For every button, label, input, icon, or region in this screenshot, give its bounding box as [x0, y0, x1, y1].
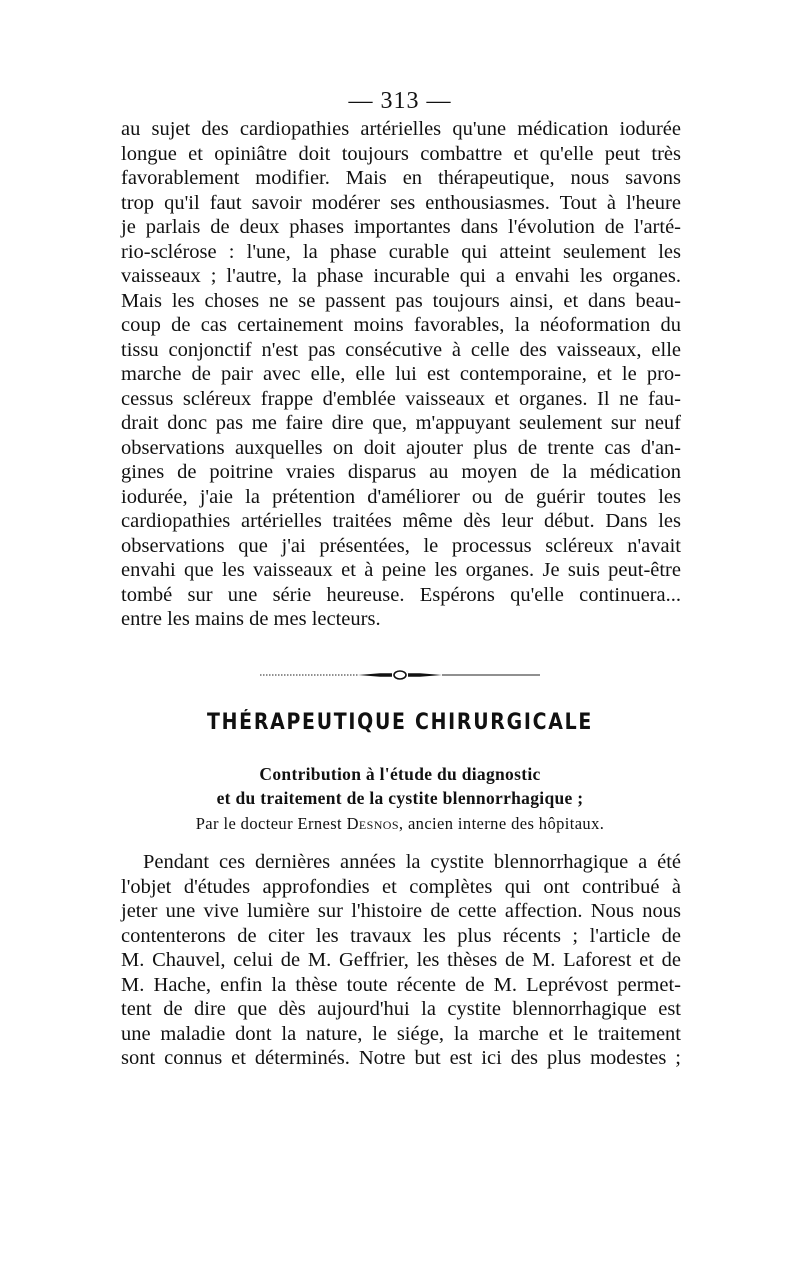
- byline-prefix: Par le docteur Ernest: [195, 814, 343, 833]
- text-line: vaisseaux ; l'autre, la phase incurable qui a envahi les organes.: [121, 265, 681, 287]
- text-line: M. Chauvel, celui de M. Geffrier, les thèses de M. Laforest et de: [121, 949, 681, 971]
- author-byline: [0, 813, 800, 835]
- text-line: drait donc pas me faire dire que, m'appuyant seulement sur neuf: [121, 412, 681, 434]
- text-line: entre les mains de mes lecteurs.: [121, 608, 381, 630]
- text-line: favorablement modifier. Mais en thérapeutique, nous savons: [121, 167, 681, 189]
- text-line: une maladie dont la nature, le siége, la marche et le traitement: [121, 1022, 681, 1045]
- article-paragraph: [121, 850, 681, 1071]
- text-line: M. Hache, enfin la thèse toute récente de M. Leprévost permet-: [121, 973, 681, 996]
- text-line: cessus scléreux frappe d'emblée vaisseaux et organes. Il ne fau-: [121, 387, 681, 410]
- text-line: observations que j'ai présentées, le processus scléreux n'avait: [121, 534, 681, 557]
- text-line: tissu conjonctif n'est pas consécutive à celle des vaisseaux, elle: [121, 338, 681, 361]
- text-line: marche de pair avec elle, elle lui est contemporaine, et le pro-: [121, 363, 681, 385]
- text-line: je parlais de deux phases importantes dans l'évolution de l'arté-: [121, 216, 681, 238]
- byline-suffix: , ancien interne des hôpitaux.: [398, 814, 605, 833]
- text-line: tent de dire que dès aujourd'hui la cystite blennorrhagique est: [121, 998, 681, 1020]
- section-title: THÉRAPEUTIQUE CHIRURGICALE: [206, 710, 593, 735]
- text-line: cardiopathies artérielles traitées même dès leur début. Dans les: [121, 510, 681, 532]
- text-line: au sujet des cardiopathies artérielles qu'une médication iodurée: [121, 118, 681, 140]
- text-line: envahi que les vaisseaux et à peine les organes. Je suis peut-être: [121, 559, 681, 581]
- text-line: coup de cas certainement moins favorables, la néoformation du: [121, 314, 681, 336]
- paragraph-continued: [121, 117, 681, 632]
- text-line: gines de poitrine vraies disparus au moyen de la médication: [121, 461, 681, 483]
- author-name: Desnos: [346, 814, 399, 833]
- article-title-line: Contribution à l'étude du diagnostic: [259, 764, 541, 784]
- page-number: — 313 —: [348, 88, 452, 114]
- text-line: iodurée, j'aie la prétention d'améliorer ou de guérir toutes les: [121, 485, 681, 508]
- text-line: tombé sur une série heureuse. Espérons qu'elle continuera...: [121, 583, 681, 606]
- text-line: Mais les choses ne se passent pas toujours ainsi, et dans beau-: [121, 289, 681, 312]
- article-title-line: et du traitement de la cystite blennorrhagique ;: [216, 788, 584, 808]
- text-line: Pendant ces dernières années la cystite blennorrhagique a été: [143, 851, 681, 873]
- text-line: l'objet d'études approfondies et complètes qui ont contribué à: [121, 875, 681, 898]
- text-line: observations auxquelles on doit ajouter plus de trente cas d'an-: [121, 436, 681, 459]
- text-line: jeter une vive lumière sur l'histoire de cette affection. Nous nous: [121, 900, 681, 922]
- text-line: sont connus et déterminés. Notre but est ici des plus modestes ;: [121, 1047, 681, 1069]
- text-line: rio-sclérose : l'une, la phase curable qui atteint seulement les: [121, 240, 681, 263]
- text-line: trop qu'il faut savoir modérer ses enthousiasmes. Tout à l'heure: [121, 191, 681, 214]
- section-divider-ornament: [260, 668, 540, 682]
- text-line: longue et opiniâtre doit toujours combattre et qu'elle peut très: [121, 142, 681, 165]
- text-line: contenterons de citer les travaux les plus récents ; l'article de: [121, 924, 681, 947]
